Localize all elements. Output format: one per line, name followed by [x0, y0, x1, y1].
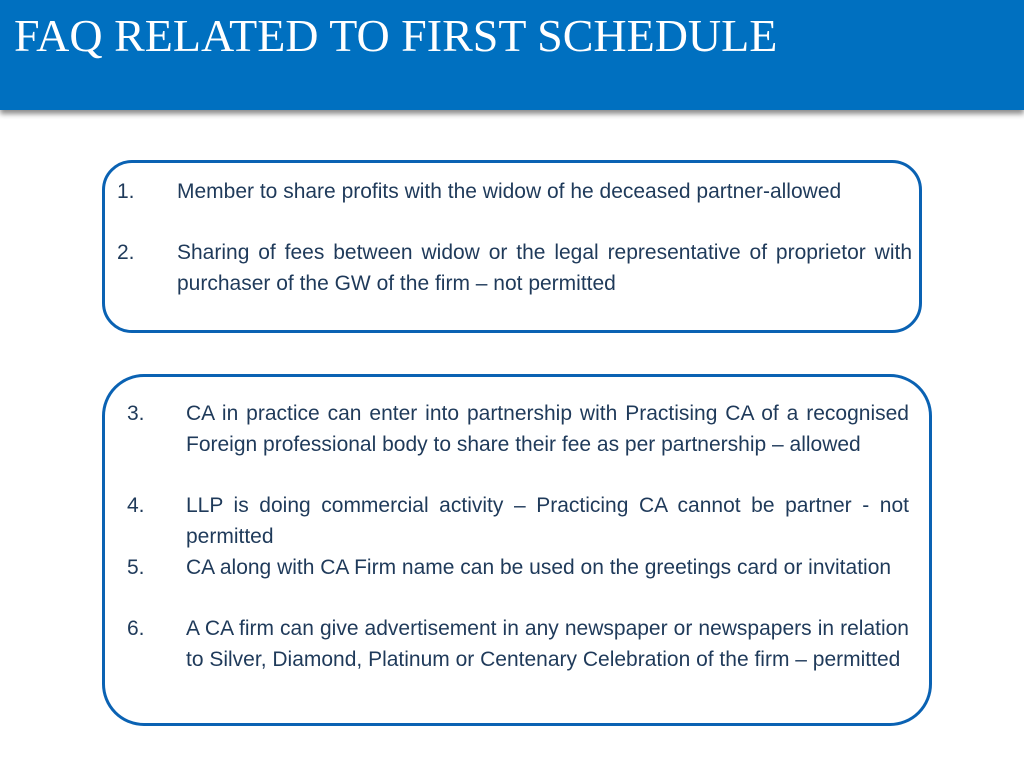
item-number: 6. — [127, 617, 145, 640]
item-number: 5. — [127, 556, 145, 579]
item-text: CA along with CA Firm name can be used on the greetings card or invitation — [186, 556, 892, 579]
faq-box-2 — [102, 374, 932, 726]
list-item — [127, 399, 909, 461]
list-item — [117, 177, 912, 208]
item-text: Member to share profits with the widow of he deceased partner-allowed — [177, 180, 842, 203]
list-item — [127, 491, 909, 553]
item-text: A CA firm can give advertisement in any newspaper or newspapers in relation to Silver, Diamond, Platinum or Centenary Celebration of the firm – permitted — [186, 617, 909, 671]
item-number: 1. — [117, 180, 135, 203]
title-bar — [0, 0, 1024, 110]
item-number: 3. — [127, 402, 145, 425]
item-text: Sharing of fees between widow or the legal representative of proprietor with purchaser of the GW of the firm – not permitted — [177, 241, 912, 295]
item-text: LLP is doing commercial activity – Practicing CA cannot be partner - not permitted — [186, 494, 909, 548]
item-number: 4. — [127, 494, 145, 517]
slide-title: FAQ RELATED TO FIRST SCHEDULE — [14, 10, 778, 61]
list-item — [127, 614, 909, 676]
item-number: 2. — [117, 241, 135, 264]
list-item — [117, 238, 912, 300]
item-text: CA in practice can enter into partnership with Practising CA of a recognised Foreign professional body to share their fee as per partnership – allowed — [186, 402, 909, 456]
faq-box-1 — [102, 160, 922, 333]
list-item — [127, 553, 909, 584]
